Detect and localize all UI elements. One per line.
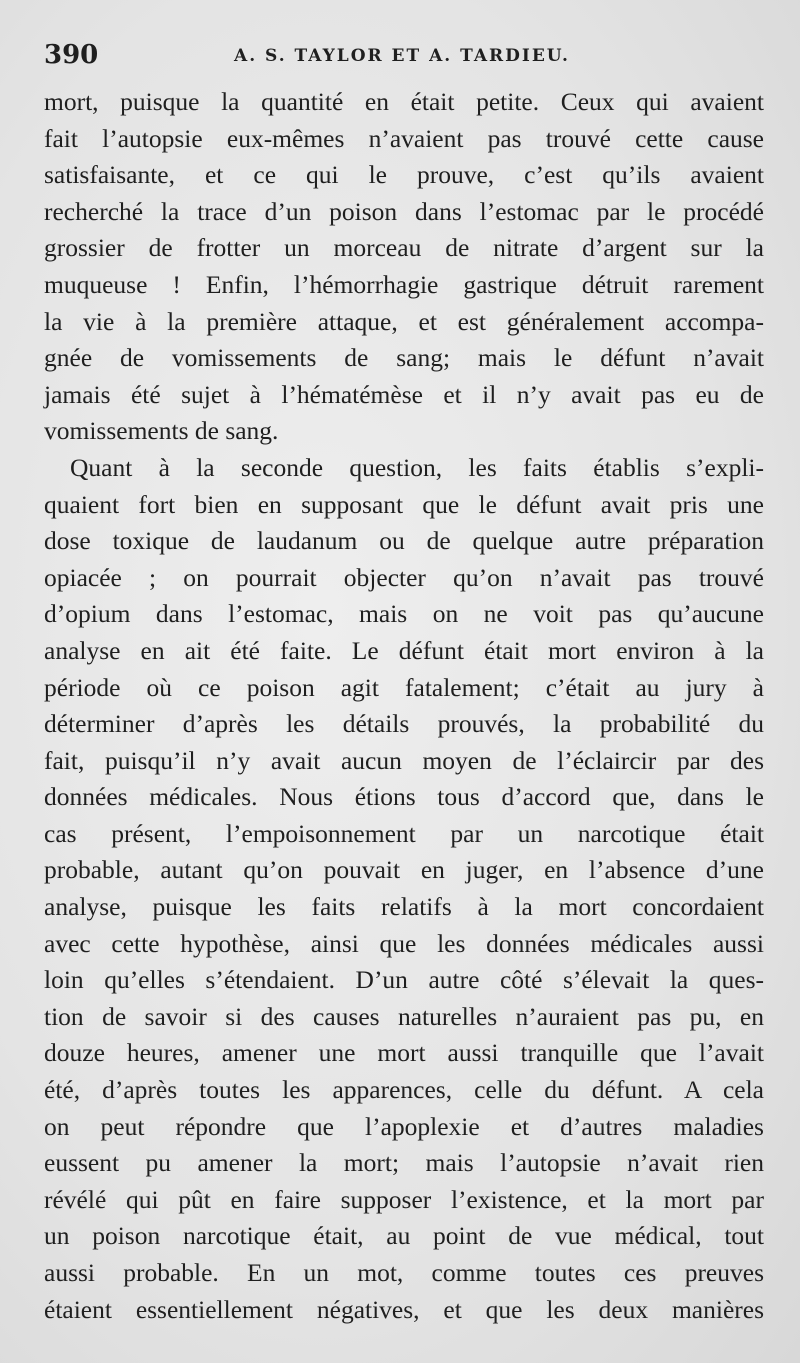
page-number: 390: [44, 40, 99, 70]
text-line-paragraph-start: Quant à la seconde question, les faits établis s’expli-: [70, 452, 764, 482]
text-line: muqueuse ! Enfin, l’hémorrhagie gastrique détruit rarement: [44, 269, 764, 299]
text-line: avec cette hypothèse, ainsi que les données médicales aussi: [44, 928, 764, 958]
text-line: période où ce poison agit fatalement; c’était au jury à: [44, 672, 764, 702]
text-line: cas présent, l’empoisonnement par un narcotique était: [44, 818, 764, 848]
text-line: d’opium dans l’estomac, mais on ne voit pas qu’aucune: [44, 599, 764, 629]
running-head: A. S. TAYLOR ET A. TARDIEU.: [234, 46, 570, 66]
text-line: grossier de frotter un morceau de nitrate d’argent sur la: [44, 233, 764, 263]
text-line: analyse, puisque les faits relatifs à la mort concordaient: [44, 892, 764, 922]
text-line-paragraph-end: vomissements de sang.: [44, 416, 279, 446]
body-text: [44, 84, 764, 1328]
text-line: fait, puisqu’il n’y avait aucun moyen de l’éclaircir par des: [44, 745, 764, 775]
text-line: étaient essentiellement négatives, et que les deux manières: [44, 1294, 764, 1324]
text-line: un poison narcotique était, au point de vue médical, tout: [44, 1221, 764, 1251]
text-line: aussi probable. En un mot, comme toutes ces preuves: [44, 1258, 764, 1287]
text-line: on peut répondre que l’apoplexie et d’autres maladies: [44, 1111, 764, 1141]
text-line: quaient fort bien en supposant que le défunt avait pris une: [44, 489, 764, 519]
page-header: [44, 40, 764, 72]
text-line: jamais été sujet à l’hématémèse et il n’y avait pas eu de: [44, 379, 764, 409]
text-line: probable, autant qu’on pouvait en juger, en l’absence d’une: [44, 855, 764, 885]
text-line: révélé qui pût en faire supposer l’existence, et la mort par: [44, 1184, 764, 1214]
text-line: opiacée ; on pourrait objecter qu’on n’avait pas trouvé: [44, 562, 764, 592]
text-line: déterminer d’après les détails prouvés, la probabilité du: [44, 709, 764, 739]
text-line: fait l’autopsie eux-mêmes n’avaient pas trouvé cette cause: [44, 123, 764, 153]
text-line: loin qu’elles s’étendaient. D’un autre côté s’élevait la ques-: [44, 965, 764, 995]
text-line: eussent pu amener la mort; mais l’autopsie n’avait rien: [44, 1148, 764, 1178]
text-line: analyse en ait été faite. Le défunt était mort environ à la: [44, 635, 764, 665]
text-line: données médicales. Nous étions tous d’accord que, dans le: [44, 782, 764, 812]
text-line: été, d’après toutes les apparences, celle du défunt. A cela: [44, 1075, 764, 1105]
text-line: satisfaisante, et ce qui le prouve, c’est qu’ils avaient: [44, 160, 764, 190]
text-line: mort, puisque la quantité en était petite. Ceux qui avaient: [44, 87, 764, 116]
text-line: la vie à la première attaque, et est généralement accompa-: [44, 306, 764, 336]
text-line: gnée de vomissements de sang; mais le défunt n’avait: [44, 343, 764, 373]
text-line: tion de savoir si des causes naturelles n’auraient pas pu, en: [44, 1001, 764, 1031]
text-line: douze heures, amener une mort aussi tranquille que l’avait: [44, 1038, 764, 1068]
text-line: dose toxique de laudanum ou de quelque autre préparation: [44, 526, 764, 556]
text-line: recherché la trace d’un poison dans l’estomac par le procédé: [44, 196, 764, 226]
